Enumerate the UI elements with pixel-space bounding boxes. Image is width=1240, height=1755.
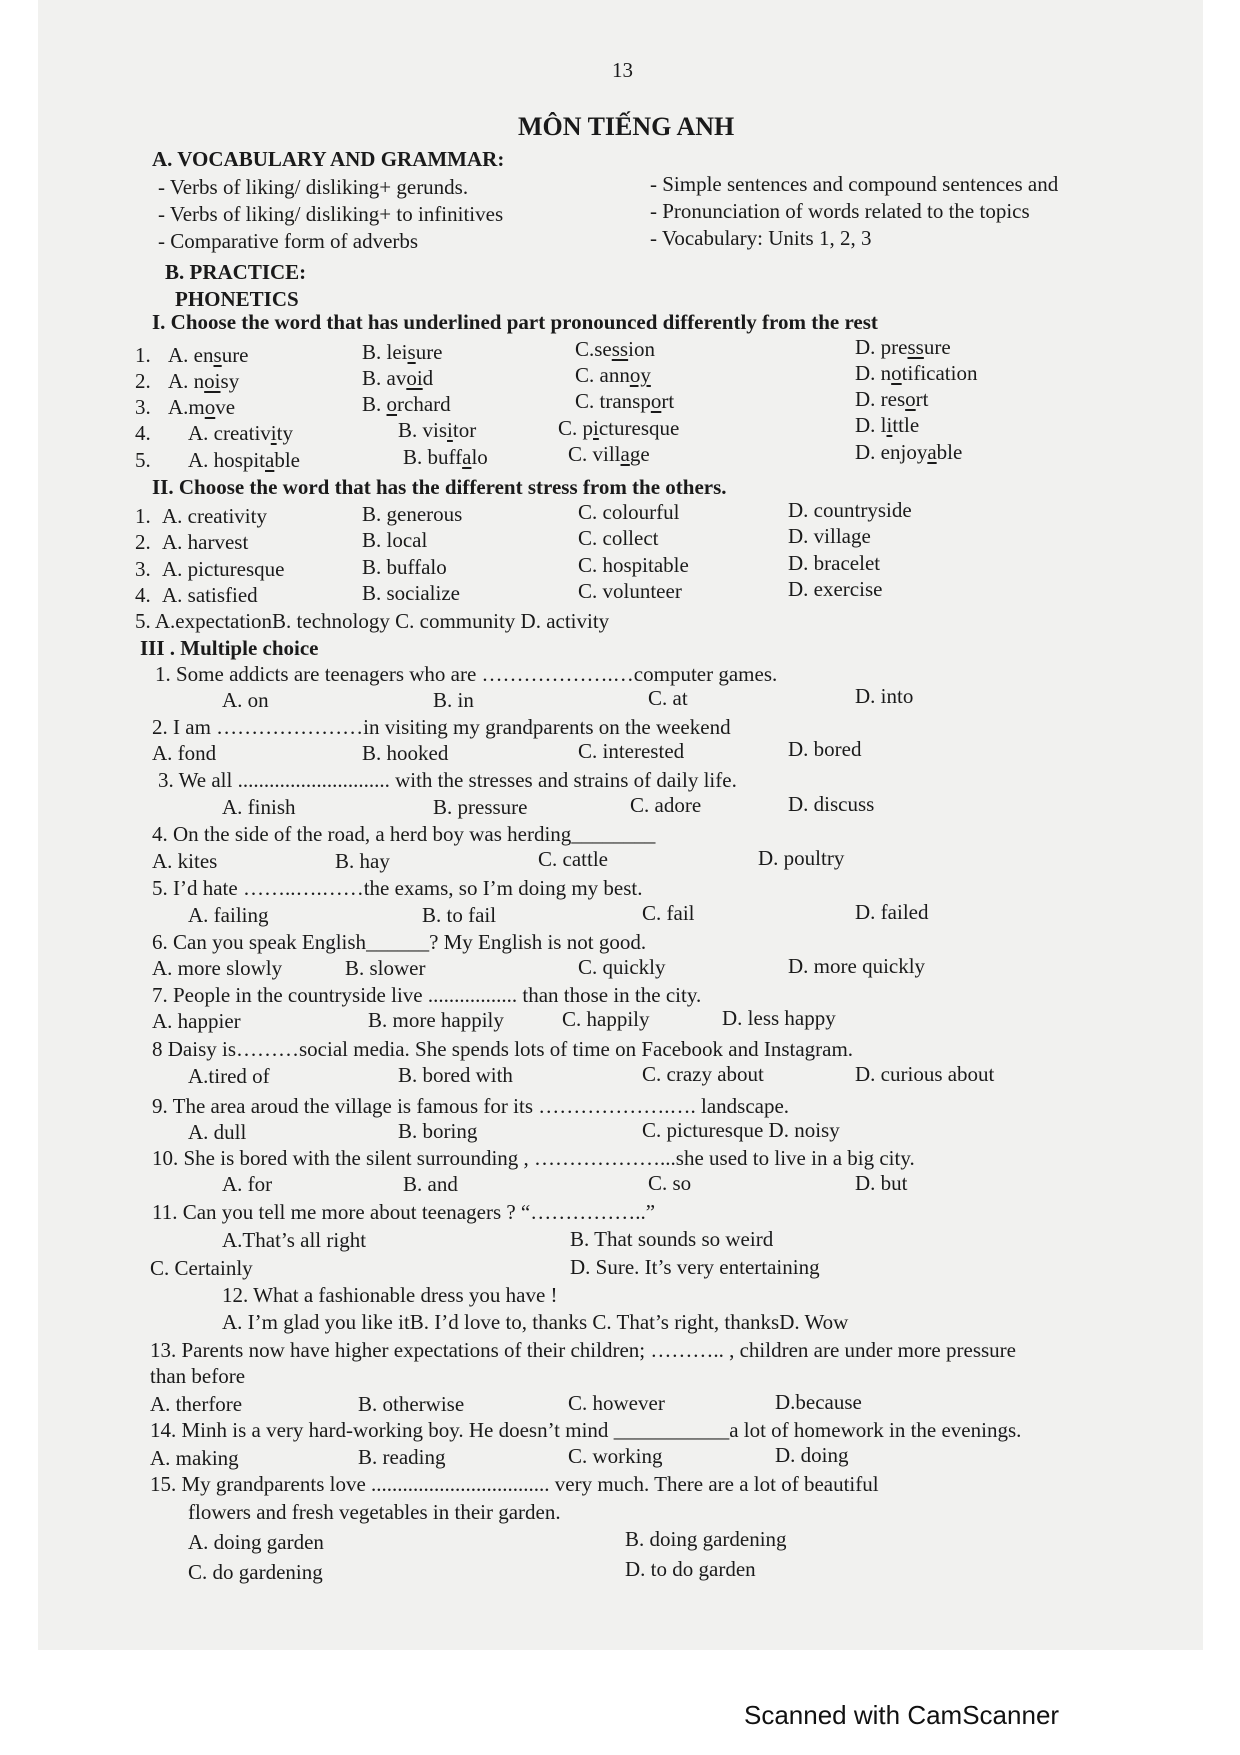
option-b: B. hooked (362, 741, 449, 765)
option-c: C. volunteer (578, 579, 682, 603)
text-part: ttle (892, 413, 920, 437)
option-a: A.That’s all right (222, 1228, 367, 1252)
question-text (152, 822, 655, 847)
option-a (188, 421, 293, 446)
question-text: 8 Daisy is………social media. She spends lots of time on Facebook and Instagram. (152, 1037, 854, 1061)
option-b: B. local (362, 528, 428, 552)
option-d: D. Sure. It’s very entertaining (570, 1255, 820, 1279)
topic-item: - Vocabulary: Units 1, 2, 3 (650, 226, 872, 250)
option-d: D. bored (788, 737, 862, 761)
question-row: 5. A.expectationB. technology C. community D. activity (135, 609, 610, 633)
option-b: B. generous (362, 502, 463, 526)
option-a: A. happier (152, 1009, 241, 1033)
question-text: 7. People in the countryside live ................. than those in the city. (152, 983, 702, 1007)
option-b (403, 445, 488, 470)
option-d: D. exercise (788, 577, 883, 601)
text-part: C. transp (575, 389, 651, 413)
question-text (150, 1418, 1021, 1443)
question-text: 1. Some addicts are teenagers who are ……………….…computer games. (155, 662, 778, 686)
text-part: A.m (168, 395, 205, 419)
underlined-part: o (204, 395, 216, 419)
underlined-part: oi (204, 369, 221, 393)
option-a: A. picturesque (162, 557, 285, 581)
underlined-part: a (462, 445, 472, 469)
text-part: C. ann (575, 363, 630, 387)
option-c (558, 416, 679, 441)
option-c: C. colourful (578, 500, 680, 524)
option-c (575, 389, 674, 414)
option-a: A. doing garden (188, 1530, 324, 1554)
text-part: lo (471, 445, 488, 469)
option-a: A. making (150, 1446, 239, 1470)
text-part: ure (923, 335, 951, 359)
question-number: 3. (135, 395, 151, 419)
option-c: C. interested (578, 739, 685, 763)
question-text (152, 930, 646, 955)
option-d: D. village (788, 524, 871, 548)
question-text: 9. The area aroud the village is famous for its ……………….…. landscape. (152, 1094, 790, 1118)
option-d (855, 335, 951, 360)
option-d: D. into (855, 684, 914, 708)
question-text: 11. Can you tell me more about teenagers ? “……………..” (152, 1200, 656, 1224)
option-b: B. to fail (422, 903, 497, 927)
option-d: D. bracelet (788, 551, 881, 575)
underlined-part: o (905, 387, 916, 411)
text-part: B. lei (362, 340, 408, 364)
option-c (575, 337, 655, 362)
option-c (568, 442, 650, 467)
underlined-part: i (593, 416, 599, 440)
option-b: B. pressure (433, 795, 528, 819)
option-b: B. more happily (368, 1008, 504, 1032)
underlined-part: o (891, 361, 902, 385)
text-part: 4. On the side of the road, a herd boy was herding (152, 822, 572, 846)
option-c: C. working (568, 1444, 663, 1468)
question-text: 12. What a fashionable dress you have ! (222, 1283, 558, 1307)
option-d: D. more quickly (788, 954, 926, 978)
option-b: B. reading (358, 1445, 446, 1469)
text-part: ble (274, 448, 300, 472)
underlined-part: i (447, 418, 453, 442)
part1-heading: I. Choose the word that has underlined part pronounced differently from the rest (152, 310, 878, 334)
option-b (362, 366, 433, 391)
option-c: C. collect (578, 526, 659, 550)
option-d: D. curious about (855, 1062, 995, 1086)
text-part: D. l (855, 413, 887, 437)
text-part: A. en (168, 343, 214, 367)
option-c: C. however (568, 1391, 665, 1415)
text-part: ty (276, 421, 293, 445)
option-a (188, 448, 300, 473)
text-part: B. av (362, 366, 407, 390)
option-a: A. kites (152, 849, 218, 873)
page-number: 13 (612, 58, 633, 82)
option-d (855, 413, 919, 438)
option-d: D. doing (775, 1443, 849, 1467)
text-part: ve (215, 395, 236, 419)
option-c: C. quickly (578, 955, 666, 979)
topic-item: - Simple sentences and compound sentences and (650, 172, 1059, 196)
option-b: B. boring (398, 1119, 478, 1143)
option-a (168, 395, 235, 420)
text-part: C. vill (568, 442, 621, 466)
question-text: 3. We all ............................. with the stresses and strains of daily life. (158, 768, 737, 792)
text-part: ure (415, 340, 443, 364)
underlined-part: i (886, 413, 893, 437)
option-a: A. more slowly (152, 956, 283, 980)
text-part: 14. Minh is a very hard-working boy. He doesn’t mind (150, 1418, 609, 1442)
question-number: 4. (135, 421, 151, 445)
option-d (855, 387, 928, 412)
option-d: D. discuss (788, 792, 875, 816)
option-a: A. creativity (162, 504, 267, 528)
option-c: C. at (648, 686, 688, 710)
text-part: A. n (168, 369, 205, 393)
text-part: ______ (366, 930, 430, 954)
question-number: 5. (135, 448, 151, 472)
text-part: ble (936, 440, 963, 464)
text-part: tification (901, 361, 978, 385)
text-part: rt (661, 389, 675, 413)
option-b: B. in (433, 688, 474, 712)
text-part: C. p (558, 416, 594, 440)
option-a (168, 343, 249, 368)
text-part: sy (220, 369, 240, 393)
text-part: C.se (575, 337, 612, 361)
text-part: a lot of homework in the evenings. (729, 1418, 1022, 1442)
underlined-part: a (927, 440, 937, 464)
option-c: C. so (648, 1171, 692, 1195)
option-a: A. satisfied (162, 583, 258, 607)
underlined-part: i (270, 421, 277, 445)
text-part: B. buff (403, 445, 463, 469)
option-d (855, 361, 977, 386)
section-a-heading: A. VOCABULARY AND GRAMMAR: (152, 147, 505, 171)
option-b: B. bored with (398, 1063, 513, 1087)
option-b: B. slower (345, 956, 426, 980)
underlined-part: s (407, 340, 416, 364)
option-a: A. on (222, 688, 269, 712)
option-b: B. doing gardening (625, 1527, 787, 1551)
text-part: ________ (571, 822, 656, 846)
option-b: B. That sounds so weird (570, 1227, 774, 1251)
section-b-heading: B. PRACTICE: (165, 260, 307, 284)
option-d: D. poultry (758, 846, 845, 870)
underlined-part: s (213, 343, 222, 367)
underlined-part: a (620, 442, 630, 466)
option-a: A. failing (188, 903, 269, 927)
question-text: 2. I am …………………in visiting my grandparents on the weekend (152, 715, 731, 739)
question-number: 3. (135, 557, 151, 581)
option-b (362, 340, 443, 365)
underlined-part: ss (907, 335, 924, 359)
option-a: A. harvest (162, 530, 249, 554)
option-d: D.because (775, 1390, 862, 1414)
scanner-watermark: Scanned with CamScanner (744, 1700, 1060, 1730)
text-part: d (422, 366, 434, 390)
text-part: ion (628, 337, 655, 361)
text-part: ? My English is not good. (429, 930, 647, 954)
option-c: C. happily (562, 1007, 650, 1031)
underlined-part: a (265, 448, 275, 472)
option-a: A. for (222, 1172, 273, 1196)
option-a: A. dull (188, 1120, 247, 1144)
topic-item: - Comparative form of adverbs (158, 229, 419, 253)
text-part: ___________ (613, 1418, 730, 1442)
option-c: C. do gardening (188, 1560, 323, 1584)
option-c: C. cattle (538, 847, 608, 871)
question-text: 10. She is bored with the silent surrounding , ………………...she used to live in a big city. (152, 1146, 915, 1170)
option-b: B. socialize (362, 581, 460, 605)
option-b: B. buffalo (362, 555, 447, 579)
option-a: A. therfore (150, 1392, 243, 1416)
page-title: MÔN TIẾNG ANH (518, 112, 735, 141)
text-part: tor (452, 418, 477, 442)
option-b (398, 418, 476, 443)
option-b: B. hay (335, 849, 390, 873)
underlined-part: oi (406, 366, 423, 390)
question-number: 4. (135, 583, 151, 607)
topic-item: - Verbs of liking/ disliking+ to infinitives (158, 202, 504, 226)
text-part: rt (915, 387, 929, 411)
option-c: C. Certainly (150, 1256, 253, 1280)
options-row: A. I’m glad you like itB. I’d love to, thanks C. That’s right, thanksD. Wow (222, 1310, 849, 1334)
text-part: D. n (855, 361, 892, 385)
option-c: C. adore (630, 793, 702, 817)
text-part: A. hospit (188, 448, 266, 472)
option-c (575, 363, 651, 388)
text-part: D. enjoy (855, 440, 928, 464)
text-part: cturesque (598, 416, 680, 440)
text-part: ure (221, 343, 249, 367)
option-d: D. less happy (722, 1006, 836, 1030)
question-text: 13. Parents now have higher expectations of their children; ……….. , children are under more pressure (150, 1338, 1016, 1362)
option-a (168, 369, 239, 394)
option-d: D. failed (855, 900, 929, 924)
option-d: D. but (855, 1171, 908, 1195)
question-text-cont: than before (150, 1364, 246, 1388)
option-c: C. fail (642, 901, 695, 925)
topic-item: - Pronunciation of words related to the topics (650, 199, 1030, 223)
topic-item: - Verbs of liking/ disliking+ gerunds. (158, 175, 469, 199)
option-b (362, 392, 451, 417)
text-part: rchard (397, 392, 451, 416)
option-a: A. fond (152, 741, 217, 765)
part3-heading: III . Multiple choice (140, 636, 319, 660)
underlined-part: ss (611, 337, 629, 361)
text-part: 6. Can you speak English (152, 930, 367, 954)
part2-heading: II. Choose the word that has the different stress from the others. (152, 475, 727, 499)
option-c: C. hospitable (578, 553, 689, 577)
text-part: ge (629, 442, 650, 466)
question-number: 2. (135, 369, 151, 393)
question-number: 1. (135, 504, 151, 528)
text-part: D. res (855, 387, 906, 411)
underlined-part: o (650, 389, 662, 413)
text-part: B. (362, 392, 387, 416)
text-part: A. creativ (188, 421, 271, 445)
phonetics-heading: PHONETICS (175, 287, 299, 311)
option-d (855, 440, 962, 465)
underlined-part: o (386, 392, 398, 416)
option-b: B. otherwise (358, 1392, 465, 1416)
option-b: B. and (403, 1172, 458, 1196)
option-d: D. countryside (788, 498, 912, 522)
option-d: D. to do garden (625, 1557, 756, 1581)
question-text: 5. I’d hate ……..….……the exams, so I’m doing my best. (152, 876, 643, 900)
question-text-cont: flowers and fresh vegetables in their garden. (188, 1500, 561, 1524)
text-part: B. vis (398, 418, 448, 442)
underlined-part: oy (629, 363, 651, 387)
option-a: A. finish (222, 795, 296, 819)
option-cd: C. picturesque D. noisy (642, 1118, 840, 1142)
question-number: 2. (135, 530, 151, 554)
question-text: 15. My grandparents love .................................. very much. There are a lot of beautiful (150, 1472, 879, 1496)
question-number: 1. (135, 343, 151, 367)
option-a: A.tired of (188, 1064, 270, 1088)
text-part: D. pre (855, 335, 908, 359)
option-c: C. crazy about (642, 1062, 764, 1086)
